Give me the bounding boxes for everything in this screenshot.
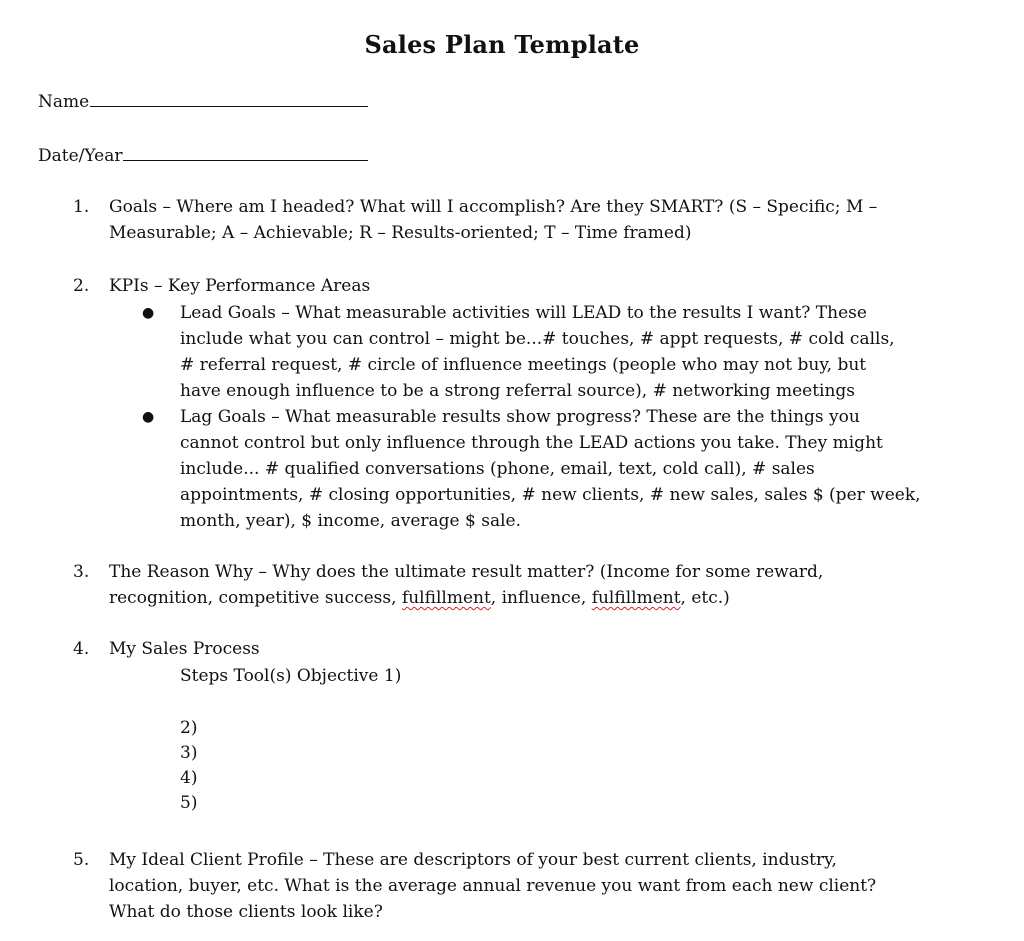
lead-goals-line: # referral request, # circle of influence meetings (people who may not buy, but xyxy=(180,355,867,375)
section-3-text: recognition, competitive success, xyxy=(109,588,397,608)
section-1-number: 1. xyxy=(73,197,90,217)
section-3-text: , etc.) xyxy=(680,588,730,608)
step-number: 5) xyxy=(180,793,198,813)
section-1-goals xyxy=(109,194,989,246)
spellcheck-word: fulfillment xyxy=(401,588,491,608)
name-label: Name xyxy=(38,92,90,112)
lag-goals-line: appointments, # closing opportunities, # new clients, # new sales, sales $ (per week, xyxy=(180,485,921,505)
section-5-line: location, buyer, etc. What is the average annual revenue you want from each new client? xyxy=(109,876,877,896)
lead-goals-line: include what you can control – might be...# touches, # appt requests, # cold calls, xyxy=(180,329,895,349)
lead-goals-bullet: ● xyxy=(142,305,155,321)
lag-goals-line: month, year), $ income, average $ sale. xyxy=(180,511,521,531)
lead-goals-text xyxy=(180,300,980,404)
lag-goals-bullet: ● xyxy=(142,409,155,425)
section-3-line xyxy=(109,585,989,611)
document-title: Sales Plan Template xyxy=(364,30,640,59)
lag-goals-line: Lag Goals – What measurable results show progress? These are the things you xyxy=(180,407,860,427)
section-5-ideal-client xyxy=(109,847,989,925)
lag-goals-text xyxy=(180,404,980,534)
section-5-line: What do those clients look like? xyxy=(109,902,383,922)
section-3-line: The Reason Why – Why does the ultimate result matter? (Income for some reward, xyxy=(109,562,824,582)
name-field xyxy=(38,90,368,112)
section-1-line: Goals – Where am I headed? What will I accomplish? Are they SMART? (S – Specific; M – xyxy=(109,197,878,217)
lead-goals-line: have enough influence to be a strong referral source), # networking meetings xyxy=(180,381,856,401)
section-5-number: 5. xyxy=(73,850,90,870)
section-2-number: 2. xyxy=(73,276,90,296)
steps-header: Steps Tool(s) Objective 1) xyxy=(180,666,402,686)
section-1-line: Measurable; A – Achievable; R – Results-oriented; T – Time framed) xyxy=(109,223,692,243)
step-number: 2) xyxy=(180,718,198,738)
date-year-blank-line xyxy=(123,144,368,161)
section-4-heading: My Sales Process xyxy=(109,639,260,659)
date-year-field xyxy=(38,144,368,166)
lag-goals-line: include... # qualified conversations (phone, email, text, cold call), # sales xyxy=(180,459,815,479)
step-number: 3) xyxy=(180,743,198,763)
lag-goals-line: cannot control but only influence through the LEAD actions you take. They might xyxy=(180,433,883,453)
section-5-line: My Ideal Client Profile – These are descriptors of your best current clients, industry, xyxy=(109,850,837,870)
section-3-text: , influence, xyxy=(490,588,587,608)
section-2-heading: KPIs – Key Performance Areas xyxy=(109,276,371,296)
step-number: 4) xyxy=(180,768,198,788)
section-4-number: 4. xyxy=(73,639,90,659)
date-year-label: Date/Year xyxy=(38,146,123,166)
name-blank-line xyxy=(90,90,368,107)
spellcheck-word: fulfillment xyxy=(591,588,681,608)
section-3-reason-why xyxy=(109,559,989,611)
steps-list xyxy=(180,716,197,816)
lead-goals-line: Lead Goals – What measurable activities will LEAD to the results I want? These xyxy=(180,303,867,323)
section-3-number: 3. xyxy=(73,562,90,582)
